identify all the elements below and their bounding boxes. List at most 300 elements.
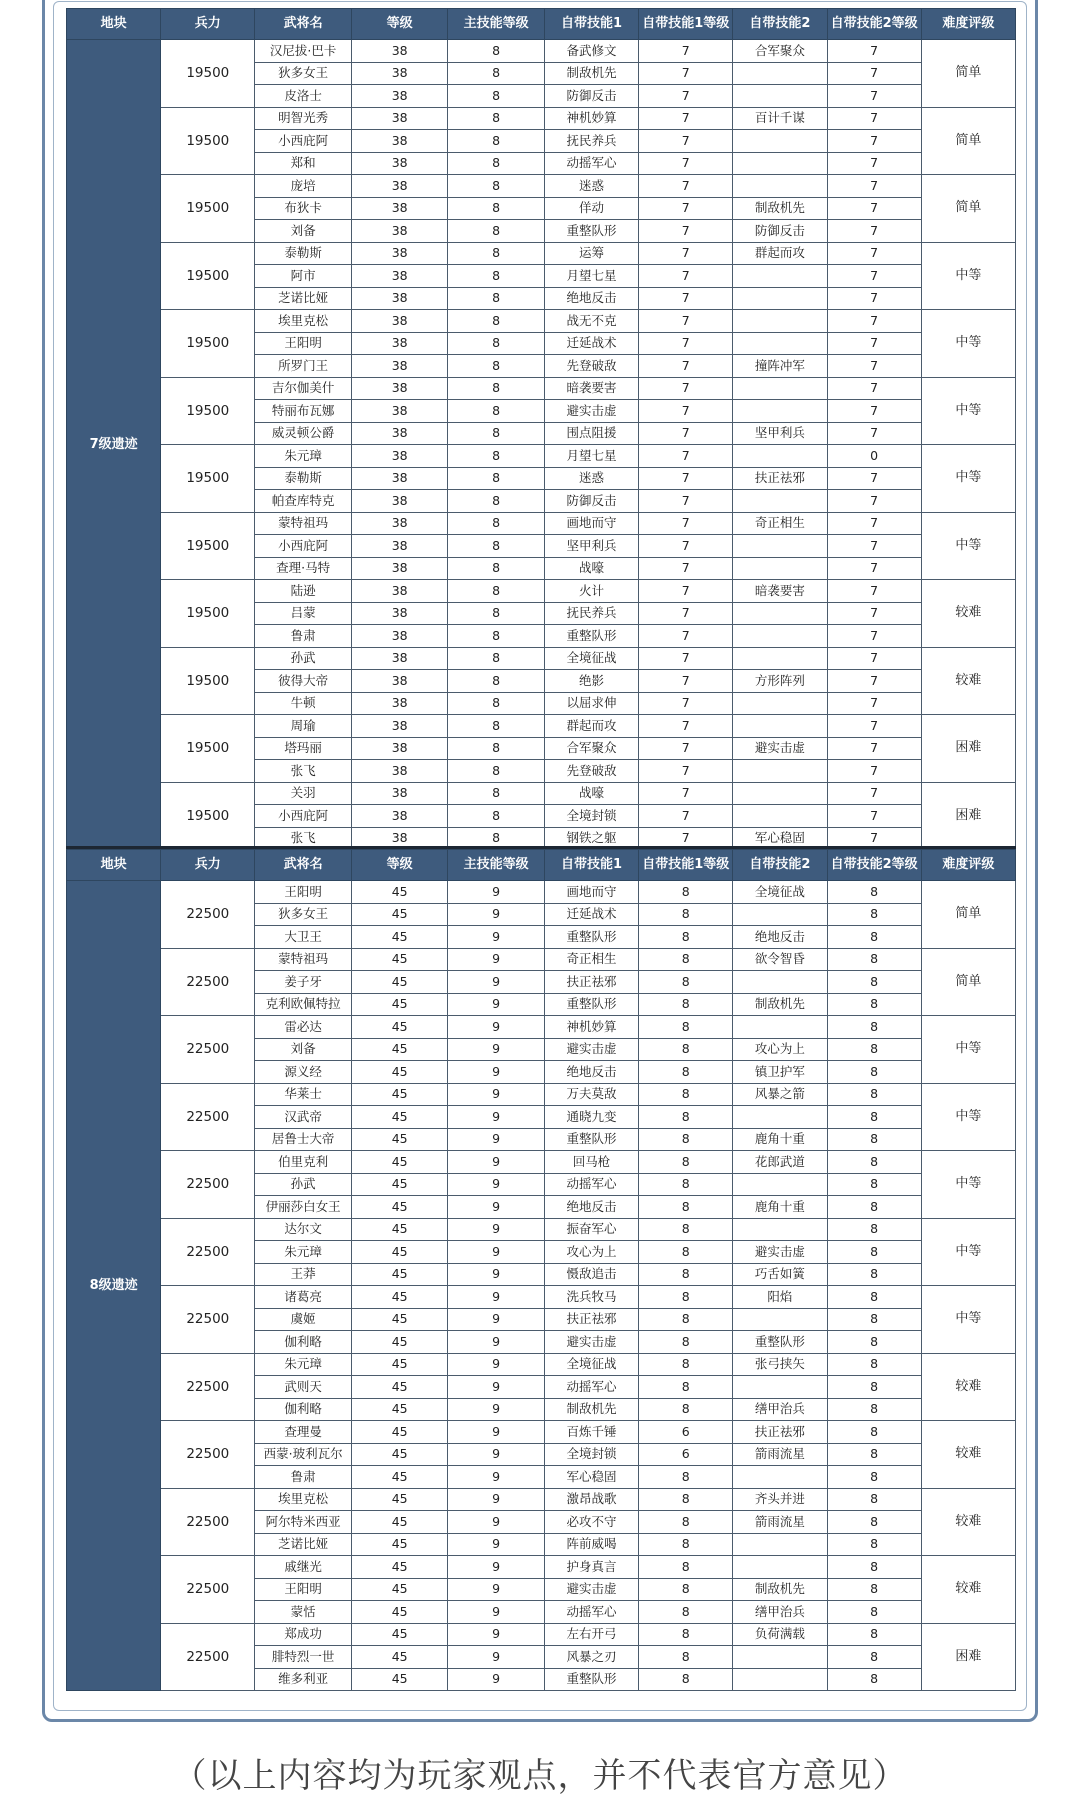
general-name: 西蒙·玻利瓦尔	[255, 1443, 352, 1466]
general-name: 王莽	[255, 1263, 352, 1286]
difficulty-rating: 困难	[921, 1623, 1015, 1691]
general-level: 38	[351, 220, 448, 243]
skill2-name	[733, 1646, 827, 1669]
skill1-name: 合军聚众	[544, 737, 638, 760]
general-name: 王阳明	[255, 332, 352, 355]
main-skill-level: 8	[448, 535, 545, 558]
difficulty-rating: 困难	[921, 715, 1015, 783]
difficulty-rating: 简单	[921, 881, 1015, 949]
main-skill-level: 9	[448, 1556, 545, 1579]
troops-value: 22500	[161, 1151, 255, 1219]
skill1-level: 7	[639, 535, 733, 558]
main-skill-level: 9	[448, 1263, 545, 1286]
skill1-name: 扶正祛邪	[544, 971, 638, 994]
main-skill-level: 8	[448, 602, 545, 625]
skill2-name	[733, 557, 827, 580]
troops-value: 19500	[161, 242, 255, 310]
table-row	[67, 175, 1016, 198]
skill2-level: 7	[827, 220, 921, 243]
skill2-name	[733, 175, 827, 198]
difficulty-rating: 较难	[921, 1556, 1015, 1624]
main-skill-level: 8	[448, 310, 545, 333]
skill2-level: 8	[827, 1151, 921, 1174]
skill1-name: 慑敌追击	[544, 1263, 638, 1286]
skill2-name	[733, 1106, 827, 1129]
main-skill-level: 8	[448, 220, 545, 243]
general-name: 关羽	[255, 782, 352, 805]
skill1-level: 8	[639, 1668, 733, 1691]
skill1-level: 7	[639, 625, 733, 648]
skill1-level: 7	[639, 197, 733, 220]
skill2-name: 扶正祛邪	[733, 1421, 827, 1444]
troops-value: 19500	[161, 647, 255, 715]
skill1-level: 7	[639, 265, 733, 288]
skill2-name	[733, 1533, 827, 1556]
skill2-name: 鹿角十重	[733, 1196, 827, 1219]
table-header-row	[67, 9, 1016, 40]
general-name: 伽利略	[255, 1331, 352, 1354]
general-name: 威灵顿公爵	[255, 422, 352, 445]
main-skill-level: 8	[448, 377, 545, 400]
skill1-name: 振奋军心	[544, 1218, 638, 1241]
skill2-level: 8	[827, 1286, 921, 1309]
main-skill-level: 8	[448, 490, 545, 513]
relic-table-level7	[66, 8, 1016, 850]
general-name: 武则天	[255, 1376, 352, 1399]
skill2-level: 7	[827, 715, 921, 738]
main-skill-level: 8	[448, 107, 545, 130]
table-row	[67, 1083, 1016, 1106]
skill2-level: 7	[827, 197, 921, 220]
skill2-name	[733, 625, 827, 648]
skill2-name	[733, 287, 827, 310]
skill2-name	[733, 535, 827, 558]
header-troops: 兵力	[161, 9, 255, 40]
general-level: 45	[351, 971, 448, 994]
skill2-level: 8	[827, 1421, 921, 1444]
general-name: 埃里克松	[255, 1488, 352, 1511]
header-main-skill-level: 主技能等级	[448, 9, 545, 40]
skill1-level: 8	[639, 948, 733, 971]
skill1-name: 左右开弓	[544, 1623, 638, 1646]
skill1-name: 迷惑	[544, 467, 638, 490]
general-level: 45	[351, 1038, 448, 1061]
skill2-level: 7	[827, 512, 921, 535]
skill1-name: 火计	[544, 580, 638, 603]
main-skill-level: 8	[448, 265, 545, 288]
skill2-level: 8	[827, 1466, 921, 1489]
general-level: 38	[351, 62, 448, 85]
skill1-name: 回马枪	[544, 1151, 638, 1174]
skill1-level: 8	[639, 1578, 733, 1601]
skill2-name	[733, 332, 827, 355]
skill1-level: 7	[639, 242, 733, 265]
table-row	[67, 40, 1016, 63]
main-skill-level: 8	[448, 557, 545, 580]
skill2-name	[733, 715, 827, 738]
general-level: 38	[351, 445, 448, 468]
skill2-name	[733, 647, 827, 670]
difficulty-rating: 较难	[921, 580, 1015, 648]
skill1-name: 迷惑	[544, 175, 638, 198]
skill2-name: 暗袭要害	[733, 580, 827, 603]
skill1-level: 7	[639, 602, 733, 625]
skill1-level: 7	[639, 85, 733, 108]
general-name: 孙武	[255, 647, 352, 670]
general-name: 所罗门王	[255, 355, 352, 378]
skill1-name: 扶正祛邪	[544, 1308, 638, 1331]
general-name: 华莱士	[255, 1083, 352, 1106]
main-skill-level: 9	[448, 1443, 545, 1466]
troops-value: 19500	[161, 107, 255, 175]
skill2-level: 8	[827, 1398, 921, 1421]
skill2-name: 张弓挟矢	[733, 1353, 827, 1376]
general-level: 38	[351, 535, 448, 558]
skill1-name: 坚甲利兵	[544, 535, 638, 558]
skill1-level: 7	[639, 40, 733, 63]
general-name: 汉尼拔·巴卡	[255, 40, 352, 63]
header-skill2-level: 自带技能2等级	[827, 850, 921, 881]
skill1-level: 8	[639, 1106, 733, 1129]
skill2-level: 8	[827, 1533, 921, 1556]
general-level: 38	[351, 647, 448, 670]
skill2-level: 7	[827, 805, 921, 828]
main-skill-level: 9	[448, 1376, 545, 1399]
skill2-name: 制敌机先	[733, 993, 827, 1016]
main-skill-level: 9	[448, 1533, 545, 1556]
skill2-level: 8	[827, 1083, 921, 1106]
skill1-level: 7	[639, 512, 733, 535]
main-skill-level: 8	[448, 400, 545, 423]
general-name: 朱元璋	[255, 445, 352, 468]
skill1-level: 8	[639, 1511, 733, 1534]
skill1-name: 重整队形	[544, 926, 638, 949]
general-level: 38	[351, 490, 448, 513]
skill1-name: 避实击虚	[544, 1578, 638, 1601]
skill1-name: 全境封锁	[544, 805, 638, 828]
skill1-level: 8	[639, 1376, 733, 1399]
skill2-level: 8	[827, 1511, 921, 1534]
difficulty-rating: 中等	[921, 512, 1015, 580]
main-skill-level: 9	[448, 1353, 545, 1376]
header-troops: 兵力	[161, 850, 255, 881]
general-name: 陆逊	[255, 580, 352, 603]
general-name: 狄多女王	[255, 903, 352, 926]
general-level: 45	[351, 1646, 448, 1669]
skill2-name	[733, 782, 827, 805]
skill1-name: 战无不克	[544, 310, 638, 333]
table-row	[67, 1286, 1016, 1309]
skill2-level: 8	[827, 881, 921, 904]
skill2-level: 8	[827, 903, 921, 926]
skill2-name: 避实击虚	[733, 1241, 827, 1264]
main-skill-level: 8	[448, 85, 545, 108]
general-name: 泰勒斯	[255, 242, 352, 265]
skill2-level: 7	[827, 602, 921, 625]
general-level: 45	[351, 1196, 448, 1219]
skill2-name: 镇卫护军	[733, 1061, 827, 1084]
header-zone: 地块	[67, 850, 161, 881]
main-skill-level: 8	[448, 152, 545, 175]
skill2-level: 7	[827, 647, 921, 670]
skill1-level: 8	[639, 1128, 733, 1151]
troops-value: 22500	[161, 1421, 255, 1489]
general-level: 45	[351, 1083, 448, 1106]
troops-value: 22500	[161, 1353, 255, 1421]
skill1-level: 8	[639, 1556, 733, 1579]
general-level: 45	[351, 1218, 448, 1241]
skill1-name: 绝地反击	[544, 1061, 638, 1084]
troops-value: 22500	[161, 1488, 255, 1556]
header-main-skill-level: 主技能等级	[448, 850, 545, 881]
skill1-name: 迁延战术	[544, 332, 638, 355]
skill2-level: 7	[827, 265, 921, 288]
skill2-name: 全境征战	[733, 881, 827, 904]
skill1-name: 全境征战	[544, 1353, 638, 1376]
header-skill1: 自带技能1	[544, 9, 638, 40]
general-level: 38	[351, 512, 448, 535]
skill1-level: 7	[639, 760, 733, 783]
skill1-level: 8	[639, 1286, 733, 1309]
difficulty-rating: 中等	[921, 242, 1015, 310]
difficulty-rating: 中等	[921, 1016, 1015, 1084]
skill2-level: 7	[827, 85, 921, 108]
general-level: 45	[351, 1488, 448, 1511]
general-name: 朱元璋	[255, 1353, 352, 1376]
general-level: 38	[351, 692, 448, 715]
skill1-level: 6	[639, 1443, 733, 1466]
skill2-level: 7	[827, 782, 921, 805]
skill2-name	[733, 1376, 827, 1399]
main-skill-level: 9	[448, 993, 545, 1016]
skill1-level: 8	[639, 1331, 733, 1354]
general-level: 38	[351, 355, 448, 378]
skill1-level: 8	[639, 1646, 733, 1669]
skill2-name: 巧舌如簧	[733, 1263, 827, 1286]
general-level: 38	[351, 827, 448, 850]
header-general-name: 武将名	[255, 850, 352, 881]
skill2-name: 百计千谋	[733, 107, 827, 130]
skill1-name: 运筹	[544, 242, 638, 265]
general-name: 明智光秀	[255, 107, 352, 130]
skill2-name: 撞阵冲军	[733, 355, 827, 378]
table-row	[67, 377, 1016, 400]
general-level: 45	[351, 1511, 448, 1534]
skill1-level: 7	[639, 580, 733, 603]
skill1-level: 7	[639, 152, 733, 175]
troops-value: 19500	[161, 377, 255, 445]
table-row	[67, 1151, 1016, 1174]
general-name: 蒙恬	[255, 1601, 352, 1624]
skill2-level: 7	[827, 332, 921, 355]
general-name: 彼得大帝	[255, 670, 352, 693]
skill1-level: 8	[639, 1083, 733, 1106]
general-name: 小西庇阿	[255, 130, 352, 153]
skill1-level: 7	[639, 175, 733, 198]
skill2-name: 方形阵列	[733, 670, 827, 693]
general-level: 45	[351, 1308, 448, 1331]
general-name: 雷必达	[255, 1016, 352, 1039]
main-skill-level: 9	[448, 1466, 545, 1489]
skill1-name: 画地而守	[544, 881, 638, 904]
general-name: 吉尔伽美什	[255, 377, 352, 400]
general-name: 达尔文	[255, 1218, 352, 1241]
main-skill-level: 8	[448, 422, 545, 445]
general-level: 38	[351, 670, 448, 693]
general-name: 维多利亚	[255, 1668, 352, 1691]
general-name: 克利欧佩特拉	[255, 993, 352, 1016]
main-skill-level: 9	[448, 1421, 545, 1444]
skill2-level: 8	[827, 926, 921, 949]
skill2-level: 8	[827, 1263, 921, 1286]
skill1-level: 7	[639, 557, 733, 580]
skill2-level: 7	[827, 287, 921, 310]
main-skill-level: 9	[448, 1061, 545, 1084]
main-skill-level: 8	[448, 625, 545, 648]
skill2-name: 阳焰	[733, 1286, 827, 1309]
skill1-level: 6	[639, 1421, 733, 1444]
general-name: 伯里克利	[255, 1151, 352, 1174]
general-name: 伊丽莎白女王	[255, 1196, 352, 1219]
skill1-level: 7	[639, 287, 733, 310]
main-skill-level: 8	[448, 242, 545, 265]
skill2-name	[733, 400, 827, 423]
skill2-level: 7	[827, 130, 921, 153]
skill1-level: 8	[639, 926, 733, 949]
skill2-level: 7	[827, 40, 921, 63]
main-skill-level: 8	[448, 670, 545, 693]
general-name: 虞姬	[255, 1308, 352, 1331]
general-level: 38	[351, 737, 448, 760]
skill1-name: 洗兵牧马	[544, 1286, 638, 1309]
skill1-name: 万夫莫敌	[544, 1083, 638, 1106]
skill2-name: 避实击虚	[733, 737, 827, 760]
difficulty-rating: 简单	[921, 40, 1015, 108]
troops-value: 19500	[161, 782, 255, 850]
skill1-level: 8	[639, 1488, 733, 1511]
general-level: 45	[351, 1331, 448, 1354]
skill2-name: 风暴之箭	[733, 1083, 827, 1106]
header-level: 等级	[351, 9, 448, 40]
general-level: 38	[351, 782, 448, 805]
skill1-level: 8	[639, 1263, 733, 1286]
skill1-name: 防御反击	[544, 490, 638, 513]
table-row	[67, 512, 1016, 535]
skill1-level: 7	[639, 692, 733, 715]
skill2-name	[733, 130, 827, 153]
general-level: 45	[351, 993, 448, 1016]
general-name: 源义经	[255, 1061, 352, 1084]
skill2-name	[733, 692, 827, 715]
main-skill-level: 8	[448, 512, 545, 535]
skill1-name: 动摇军心	[544, 1376, 638, 1399]
main-skill-level: 9	[448, 1218, 545, 1241]
skill1-level: 8	[639, 993, 733, 1016]
general-level: 45	[351, 881, 448, 904]
skill2-name	[733, 377, 827, 400]
general-level: 45	[351, 1623, 448, 1646]
skill2-name	[733, 805, 827, 828]
skill1-level: 8	[639, 1061, 733, 1084]
general-name: 伽利略	[255, 1398, 352, 1421]
table-row	[67, 647, 1016, 670]
general-name: 庞培	[255, 175, 352, 198]
skill2-level: 8	[827, 1623, 921, 1646]
skill1-level: 8	[639, 881, 733, 904]
difficulty-rating: 较难	[921, 647, 1015, 715]
skill1-name: 激昂战歌	[544, 1488, 638, 1511]
skill1-level: 7	[639, 670, 733, 693]
skill2-level: 8	[827, 1106, 921, 1129]
skill1-level: 7	[639, 355, 733, 378]
header-zone: 地块	[67, 9, 161, 40]
skill2-name: 欲令智昏	[733, 948, 827, 971]
skill2-level: 7	[827, 760, 921, 783]
main-skill-level: 9	[448, 881, 545, 904]
general-name: 芝诺比娅	[255, 1533, 352, 1556]
skill1-level: 8	[639, 971, 733, 994]
skill2-level: 8	[827, 1061, 921, 1084]
general-name: 帕查库特克	[255, 490, 352, 513]
skill1-level: 8	[639, 1173, 733, 1196]
general-level: 38	[351, 197, 448, 220]
main-skill-level: 8	[448, 737, 545, 760]
skill2-level: 8	[827, 1578, 921, 1601]
skill2-level: 7	[827, 107, 921, 130]
general-level: 38	[351, 107, 448, 130]
skill2-level: 7	[827, 355, 921, 378]
troops-value: 22500	[161, 1286, 255, 1354]
general-name: 姜子牙	[255, 971, 352, 994]
main-skill-level: 8	[448, 692, 545, 715]
skill2-name: 箭雨流星	[733, 1443, 827, 1466]
skill1-name: 重整队形	[544, 1128, 638, 1151]
main-skill-level: 8	[448, 760, 545, 783]
troops-value: 19500	[161, 40, 255, 108]
skill1-level: 8	[639, 1218, 733, 1241]
skill2-name: 合军聚众	[733, 40, 827, 63]
skill2-level: 7	[827, 580, 921, 603]
skill2-level: 7	[827, 62, 921, 85]
skill1-name: 制敌机先	[544, 1398, 638, 1421]
main-skill-level: 8	[448, 467, 545, 490]
skill1-level: 7	[639, 220, 733, 243]
general-name: 汉武帝	[255, 1106, 352, 1129]
troops-value: 19500	[161, 580, 255, 648]
skill1-level: 7	[639, 715, 733, 738]
general-level: 45	[351, 1443, 448, 1466]
skill2-name	[733, 1218, 827, 1241]
general-name: 蒙特祖玛	[255, 948, 352, 971]
skill2-name: 鹿角十重	[733, 1128, 827, 1151]
header-skill2: 自带技能2	[733, 850, 827, 881]
general-level: 45	[351, 1578, 448, 1601]
skill1-level: 7	[639, 332, 733, 355]
general-level: 38	[351, 625, 448, 648]
general-level: 45	[351, 1421, 448, 1444]
skill2-level: 8	[827, 971, 921, 994]
skill2-level: 8	[827, 1016, 921, 1039]
main-skill-level: 8	[448, 175, 545, 198]
general-name: 郑和	[255, 152, 352, 175]
main-skill-level: 9	[448, 1601, 545, 1624]
general-level: 45	[351, 1061, 448, 1084]
general-name: 塔玛丽	[255, 737, 352, 760]
skill1-name: 暗袭要害	[544, 377, 638, 400]
general-name: 孙武	[255, 1173, 352, 1196]
skill2-name	[733, 971, 827, 994]
skill2-level: 7	[827, 422, 921, 445]
